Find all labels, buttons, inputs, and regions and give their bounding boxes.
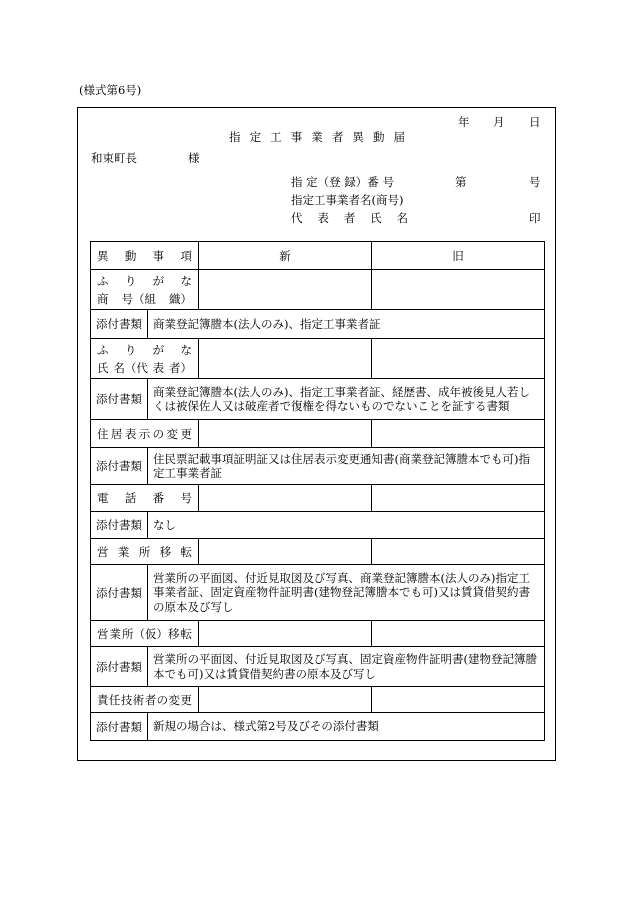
label-char: 責 [97,692,109,707]
new-value-cell[interactable] [199,270,372,310]
change-item-row [91,339,545,379]
label-line-2 [97,290,192,308]
label-char: 氏 [97,360,109,375]
old-value-cell[interactable] [372,420,545,448]
label-char: ふ [97,342,109,357]
attachment-text: 営業所の平面図、付近見取図及び写真、商業登記簿謄本(法人のみ)指定工事業者証、固定資産物件証明書(建物登記簿謄本でも可)又は賃貸借契約書の原本及び写し [153,570,530,614]
attachment-row [91,448,545,485]
old-value-cell[interactable] [372,339,545,379]
change-item-row [91,420,545,448]
seal-mark: 印 [529,211,541,225]
attachment-text-cell [148,713,545,741]
label-char: 転 [180,626,192,641]
attachment-text: 営業所の平面図、付近見取図及び写真、固定資産物件証明書(建物登記簿謄本でも可)又は賃貸借契約書の原本及び写し [153,652,537,681]
attachment-text: 商業登記簿謄本(法人のみ)、指定工事業者証 [153,316,381,331]
attachment-row [91,310,545,339]
attachment-text: 商業登記簿謄本(法人のみ)、指定工事業者証、経歴書、成年被後見人若しくは被保佐人又は破産者で復権を得ないものでないことを証する書類 [153,384,530,413]
change-item-row [91,270,545,310]
label-line-1 [97,272,192,290]
title-char: 届 [393,130,405,144]
label-char: 営 [97,544,109,559]
representative-label-char: 名 [396,211,408,225]
attachment-text-cell [148,647,545,687]
addressee-name: 和束町長 [91,151,137,165]
reg-number-label: 指 定（登 録）番 号 [291,175,394,189]
reg-number-suffix: 号 [529,175,541,189]
new-value-cell[interactable] [199,621,372,647]
attachment-label: 添付書類 [96,585,142,600]
label-char: が [152,273,165,288]
attachment-text-cell [148,448,545,485]
attachment-row [91,512,545,539]
label-char: 所（仮）移 [122,626,180,641]
change-item-label [91,341,198,377]
attachment-label-cell [91,647,148,687]
label-char: ふ [97,273,109,288]
representative-label-char: 者 [343,211,356,225]
attachment-label-cell [91,512,148,539]
label-char: 移 [159,544,172,559]
label-char: 転 [180,544,192,559]
attachment-text: 住民票記載事項証明証又は住居表示変更通知書(商業登記簿謄本でも可)指定工事業者証 [153,451,530,480]
change-item-row [91,539,545,565]
label-char: 名（代 [113,360,148,375]
label-char: 任 [108,692,121,707]
new-value-cell[interactable] [199,687,372,713]
attachment-row [91,647,545,687]
attachment-label-cell [91,713,148,741]
label-char: 技 [120,692,133,707]
title-char: 事 [290,130,303,144]
label-char: 変 [168,692,181,707]
change-item-label [91,490,198,506]
date-month: 月 [493,115,505,129]
attachment-label: 添付書類 [96,659,142,674]
header-old-cell [372,242,545,270]
change-item-label-cell [91,621,199,647]
attachment-text-cell [148,379,545,420]
label-char: 号 [180,491,192,505]
label-char: 番 [152,491,165,505]
attachment-text: 新規の場合は、様式第2号及びその添付書類 [153,719,379,734]
new-value-cell[interactable] [199,420,372,448]
label-char: の [156,692,169,707]
label-line-2 [97,359,192,377]
representative-label-char: 代 [291,211,303,225]
new-value-cell[interactable] [199,485,372,512]
addressee-honorific: 様 [188,151,200,165]
title-char: 指 [229,130,241,144]
change-item-label [91,426,198,442]
label-char: な [180,273,192,288]
attachment-row [91,565,545,621]
attachment-row [91,379,545,420]
table-header-row [91,242,545,270]
form-title [229,132,405,144]
label-char: 話 [124,491,137,505]
attachment-label-cell [91,448,148,485]
attachment-label: 添付書類 [96,719,142,734]
header-new-label: 新 [279,248,291,263]
label-line-1 [97,341,192,359]
header-item-label [91,248,198,264]
label-char: 営 [97,626,109,641]
title-char: 動 [372,130,385,144]
change-item-row [91,687,545,713]
representative-label-char: 氏 [370,211,382,225]
attachment-text: なし [153,517,176,532]
form-number: (様式第6号) [79,83,142,97]
label-char: 者） [168,360,192,375]
change-item-label-cell [91,270,199,310]
label-char: 住 [97,426,109,441]
title-char: 異 [352,130,364,144]
change-items-table [90,241,545,741]
header-item-char: 動 [124,248,137,263]
label-char: 電 [97,491,109,505]
representative-label [291,213,408,225]
title-char: 工 [270,130,282,144]
header-item-char: 異 [97,248,109,263]
attachment-text-cell [148,310,545,339]
attachment-label: 添付書類 [96,392,142,406]
label-char: 居 [110,426,123,441]
label-char: 更 [180,692,192,707]
attachment-text-cell [148,512,545,539]
change-item-row [91,621,545,647]
old-value-cell[interactable] [372,621,545,647]
change-item-label [91,692,198,708]
new-value-cell[interactable] [199,339,372,379]
title-char: 業 [311,130,323,144]
new-value-cell[interactable] [199,539,372,565]
change-item-label-cell [91,539,199,565]
label-char: り [124,342,137,357]
label-char: 業 [117,544,130,559]
attachment-label-cell [91,565,148,621]
label-char: り [124,273,137,288]
title-char: 者 [331,130,344,144]
label-char: 示 [138,426,151,441]
label-char: 変 [166,426,179,441]
header-new-cell [199,242,372,270]
label-char: 表 [124,426,137,441]
label-char: 術 [132,692,145,707]
change-item-label [91,272,198,308]
attachment-label: 添付書類 [96,518,142,532]
title-char: 定 [249,130,262,144]
attachment-label-cell [91,310,148,339]
change-item-label-cell [91,687,199,713]
date-year: 年 [458,115,470,129]
header-item-char: 項 [180,248,192,263]
attachment-label: 添付書類 [96,317,142,331]
date-day: 日 [529,115,541,129]
change-item-row [91,485,545,512]
company-name-label: 指定工事業者名(商号) [291,193,404,207]
change-item-label [91,544,198,560]
old-value-cell[interactable] [372,485,545,512]
label-char: 者 [144,692,157,707]
header-item-cell [91,242,199,270]
label-char: が [152,342,165,357]
change-item-label-cell [91,339,199,379]
label-char: 織） [169,291,192,306]
change-item-label [91,626,198,642]
old-value-cell[interactable] [372,539,545,565]
label-char: 号（組 [121,291,156,306]
reg-number-prefix: 第 [455,175,467,189]
old-value-cell[interactable] [372,687,545,713]
attachment-text-cell [148,565,545,621]
label-char: 表 [152,360,165,375]
attachment-label-cell [91,379,148,420]
label-char: な [180,342,192,357]
label-char: 更 [180,426,192,441]
change-item-label-cell [91,485,199,512]
label-char: の [152,426,165,441]
label-char: 業 [109,626,121,641]
representative-label-char: 表 [317,211,329,225]
header-old-label: 旧 [452,248,464,263]
attachment-row [91,713,545,741]
attachment-label: 添付書類 [96,459,142,473]
change-item-label-cell [91,420,199,448]
header-item-char: 事 [152,248,165,263]
old-value-cell[interactable] [372,270,545,310]
label-char: 所 [138,544,151,559]
label-char: 商 [97,291,109,306]
